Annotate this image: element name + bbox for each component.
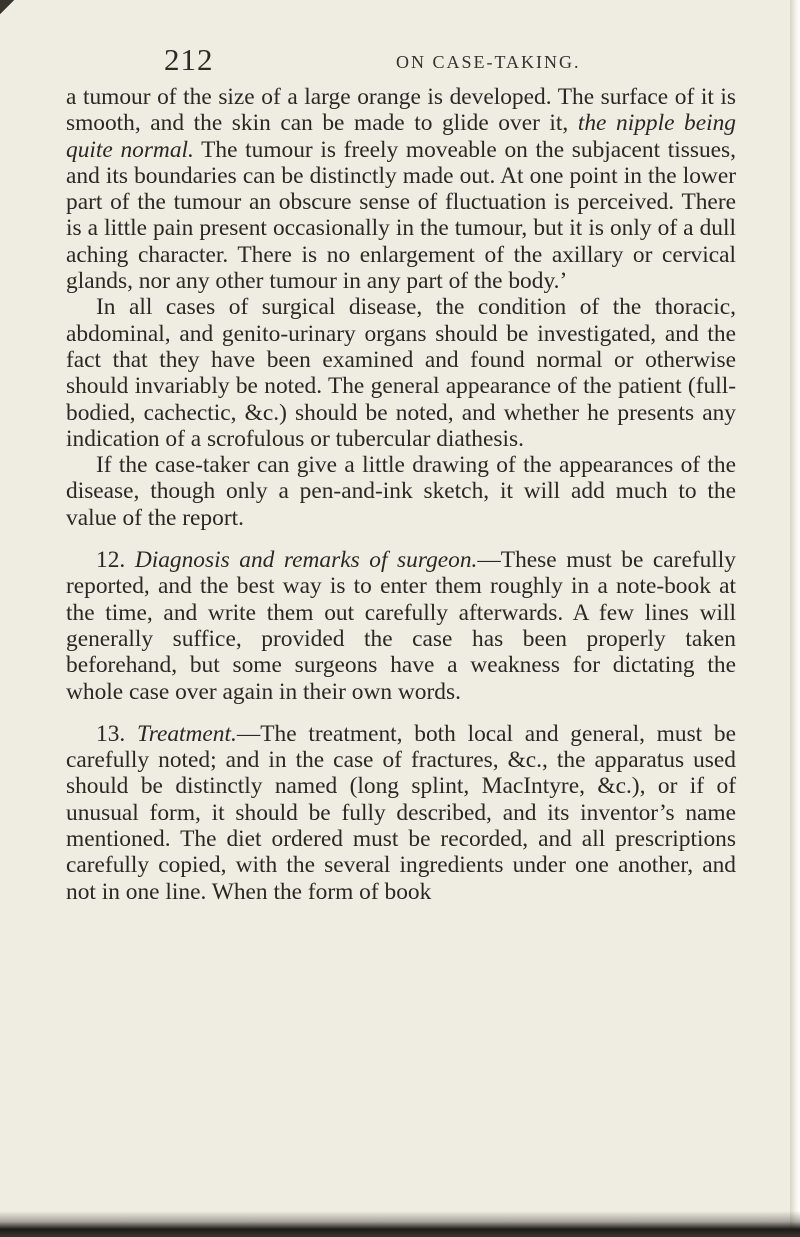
section-diagnosis [66, 547, 736, 705]
section-number: 12. [96, 547, 126, 574]
paragraph-drawing [66, 452, 736, 531]
paragraph-text: In all cases of surgical disease, the condition of the thoracic, abdominal, and genito-urinary organs should be investigated, and the fact that they have been examined and found normal or otherwise should invariably be noted. The general appearance of the patient (full-bodied, cachectic, &c.) should be noted, and whether he presents any indication of a scrofulous or tubercular diathesis. [66, 294, 736, 452]
section-treatment [66, 721, 736, 905]
section-title: Treatment. [137, 720, 237, 747]
section-number: 13. [96, 720, 126, 747]
paragraph-text: If the case-taker can give a little drawing of the appearances of the disease, though only a pen-and-ink sketch, it will add much to the value of the report. [66, 452, 736, 531]
section-title: Diagnosis and remarks of surgeon. [134, 547, 478, 574]
paragraph-text: The tumour is freely moveable on the subjacent tissues, and its boundaries can be distinctly made out. At one point in the lower part of the tumour an obscure sense of fluctuation is perceived. There is a little pain present occasionally in the tumour, but it is only of a dull aching character. There is no enlargement of the axillary or cervical glands, nor any other tumour in any part of the body.’ [66, 136, 737, 295]
page-corner-mark [0, 0, 22, 18]
body-text [66, 84, 736, 905]
paragraph-text: —The treatment, both local and general, must be carefully noted; and in the case of fractures, &c., the apparatus used should be distinctly named (long splint, MacIntyre, &c.), or if of unusual form, it should be fully described, and its inventor’s name mentioned. The diet ordered must be recorded, and all prescriptions carefully copied, with the several ingredients under one another, and not in one line. When the form of book [66, 720, 736, 905]
paragraph-text: —These must be carefully reported, and the best way is to enter them roughly in a note-book at the time, and write them out carefully afterwards. A few lines will generally suffice, provided the case has been properly taken beforehand, but some surgeons have a weakness for dictating the whole case over again in their own words. [66, 547, 737, 705]
page-bottom-shadow [0, 1211, 800, 1237]
paragraph-text: a tumour of the size of a large orange is developed. The surface of it is smooth, and the skin can be made to glide over it, [66, 84, 736, 137]
page-number: 212 [164, 42, 214, 77]
running-title: ON CASE-TAKING. [396, 52, 581, 72]
page-header [164, 42, 724, 86]
italic-phrase: the nipple being quite normal. [66, 110, 737, 163]
section-gap [66, 705, 736, 721]
page-right-edge [790, 0, 800, 1237]
paragraph-surgical-disease [66, 294, 736, 452]
paragraph-tumour-description [66, 84, 736, 294]
section-gap [66, 531, 736, 547]
